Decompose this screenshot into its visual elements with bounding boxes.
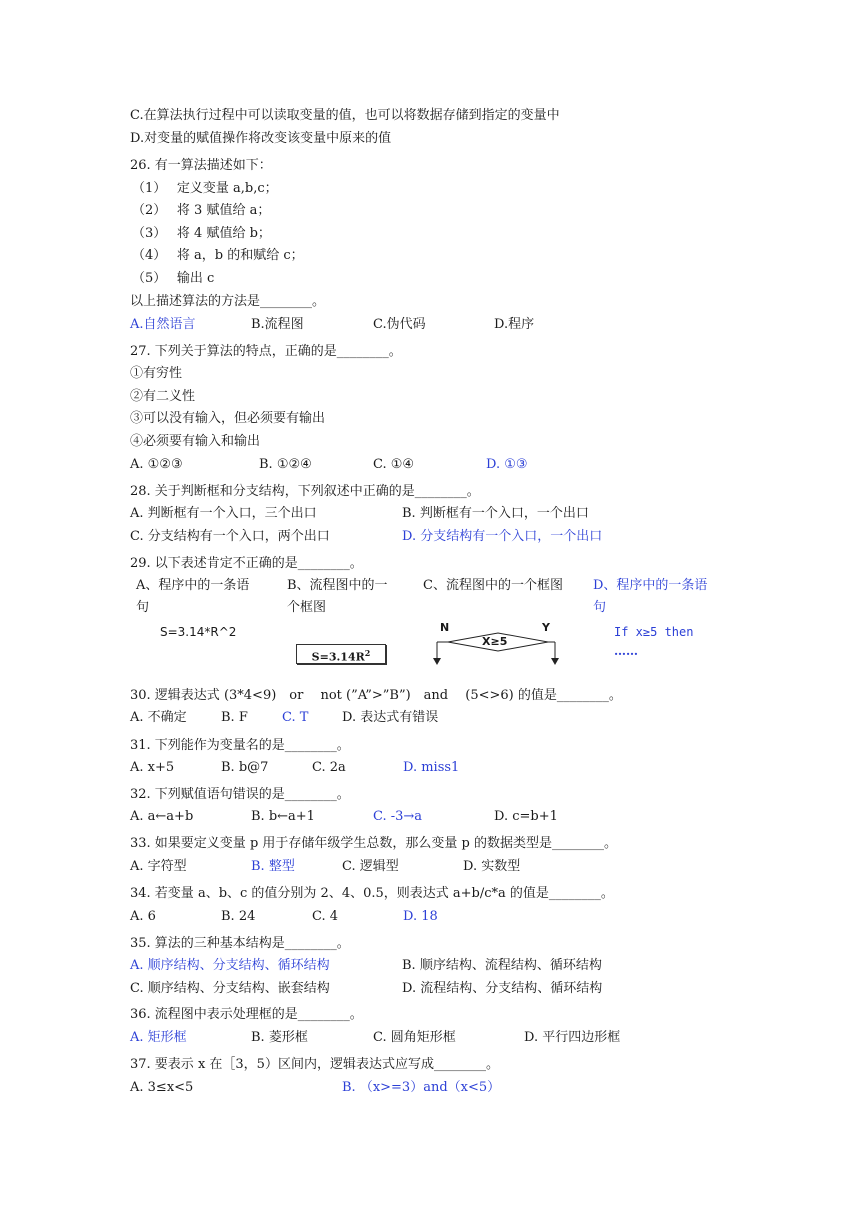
q27-item-1: ①有穷性 [130,366,183,381]
q29-c-condition: X≥5 [482,635,508,648]
q26-step-5: （5） 输出 c [132,271,215,286]
q29-d-code: If x≥5 then [614,625,694,639]
q25-option-c: C.在算法执行过程中可以读取变量的值，也可以将数据存储到指定的变量中 [130,108,560,123]
q30-option-b: B. F [221,710,248,725]
q29-stem: 29. 以下表述肯定不正确的是________。 [130,556,363,571]
q29-c-y-label: Y [542,621,550,634]
q33-stem: 33. 如果要定义变量 p 用于存储年级学生总数，那么变量 p 的数据类型是________。 [130,836,617,851]
q27-option-c: C. ①④ [373,457,415,472]
q27-item-3: ③可以没有输入，但必须要有输出 [130,411,326,426]
q35-stem: 35. 算法的三种基本结构是________。 [130,936,350,951]
q25-option-d: D.对变量的赋值操作将改变该变量中原来的值 [130,131,392,146]
q33-option-a: A. 字符型 [130,859,187,874]
q27-item-4: ④必须要有输入和输出 [130,434,261,449]
q29-option-d-line1: D、程序中的一条语 [593,578,708,593]
q29-b-box-text: S=3.14R [311,650,365,664]
q29-option-b-line2: 个框图 [287,600,327,615]
q28-option-d: D. 分支结构有一个入口，一个出口 [402,529,603,544]
q32-stem: 32. 下列赋值语句错误的是________。 [130,787,350,802]
right-arrowhead [551,658,559,665]
q27-item-2: ②有二义性 [130,389,196,404]
q31-option-c: C. 2a [312,760,346,775]
q27-option-a: A. ①②③ [130,457,183,472]
q29-b-box-sup: 2 [364,648,371,658]
q32-option-a: A. a←a+b [130,809,194,824]
q27-stem: 27. 下列关于算法的特点，正确的是________。 [130,344,402,359]
q29-d-dots: …… [614,644,638,658]
q27-option-d: D. ①③ [486,457,528,472]
q35-option-a: A. 顺序结构、分支结构、循环结构 [130,958,330,973]
q30-option-a: A. 不确定 [130,710,187,725]
q33-option-d: D. 实数型 [463,859,521,874]
q26-step-2: （2） 将 3 赋值给 a； [132,203,271,218]
q36-option-a: A. 矩形框 [130,1030,187,1045]
q28-stem: 28. 关于判断框和分支结构，下列叙述中正确的是________。 [130,484,480,499]
q28-option-c: C. 分支结构有一个入口，两个出口 [130,529,330,544]
q26-step-1: （1） 定义变量 a,b,c； [132,181,278,196]
q26-option-c: C.伪代码 [373,317,426,332]
left-arrowhead [433,658,441,665]
q31-option-d: D. miss1 [403,760,460,775]
q34-option-c: C. 4 [312,909,339,924]
q31-stem: 31. 下列能作为变量名的是________。 [130,738,350,753]
q36-stem: 36. 流程图中表示处理框的是________。 [130,1007,363,1022]
q30-option-d: D. 表达式有错误 [342,710,439,725]
q36-option-c: C. 圆角矩形框 [373,1030,456,1045]
q35-option-d: D. 流程结构、分支结构、循环结构 [402,981,603,996]
q29-c-n-label: N [440,621,450,634]
q29-option-a-line1: A、程序中的一条语 [136,578,250,593]
q29-option-d-line2: 句 [593,600,607,615]
q35-option-b: B. 顺序结构、流程结构、循环结构 [402,958,602,973]
q34-option-a: A. 6 [130,909,156,924]
q36-option-d: D. 平行四边形框 [524,1030,621,1045]
q34-option-b: B. 24 [221,909,256,924]
q34-option-d: D. 18 [403,909,438,924]
q28-option-a: A. 判断框有一个入口，三个出口 [130,506,317,521]
q26-option-b: B.流程图 [251,317,304,332]
q26-question: 以上描述算法的方法是________。 [130,294,326,309]
q32-option-c: C. -3→a [373,809,423,824]
q26-option-a: A.自然语言 [130,317,196,332]
q33-option-c: C. 逻辑型 [342,859,399,874]
q26-step-3: （3） 将 4 赋值给 b； [132,226,271,241]
q31-option-a: A. x+5 [130,760,175,775]
q26-option-d: D.程序 [494,317,535,332]
q37-stem: 37. 要表示 x 在［3，5）区间内，逻辑表达式应写成________。 [130,1057,499,1072]
q32-option-d: D. c=b+1 [494,809,558,824]
q37-option-b: B. （x>=3）and（x<5） [342,1080,501,1095]
q35-option-c: C. 顺序结构、分支结构、嵌套结构 [130,981,330,996]
q34-stem: 34. 若变量 a、b、c 的值分别为 2、4、0.5，则表达式 a+b/c*a 的值是________。 [130,886,614,901]
q27-option-b: B. ①②④ [259,457,312,472]
q29-b-process-box [296,644,386,664]
q26-step-4: （4） 将 a，b 的和赋给 c； [132,248,304,263]
q28-option-b: B. 判断框有一个入口，一个出口 [402,506,589,521]
q33-option-b: B. 整型 [251,859,295,874]
q32-option-b: B. b←a+1 [251,809,315,824]
q29-a-code: S=3.14*R^2 [160,625,237,639]
q36-option-b: B. 菱形框 [251,1030,308,1045]
q29-option-b-line1: B、流程图中的一 [287,578,388,593]
q29-option-a-line2: 句 [136,600,150,615]
q37-option-a: A. 3≤x<5 [130,1080,194,1095]
q29-option-c-line1: C、流程图中的一个框图 [423,578,563,593]
q26-stem: 26. 有一算法描述如下： [130,158,272,173]
q30-option-c: C. T [282,710,309,725]
q30-stem: 30. 逻辑表达式 (3*4<9) or not (”A”>”B”) and (5<>6) 的值是________。 [130,688,622,703]
q31-option-b: B. b@7 [221,760,269,775]
